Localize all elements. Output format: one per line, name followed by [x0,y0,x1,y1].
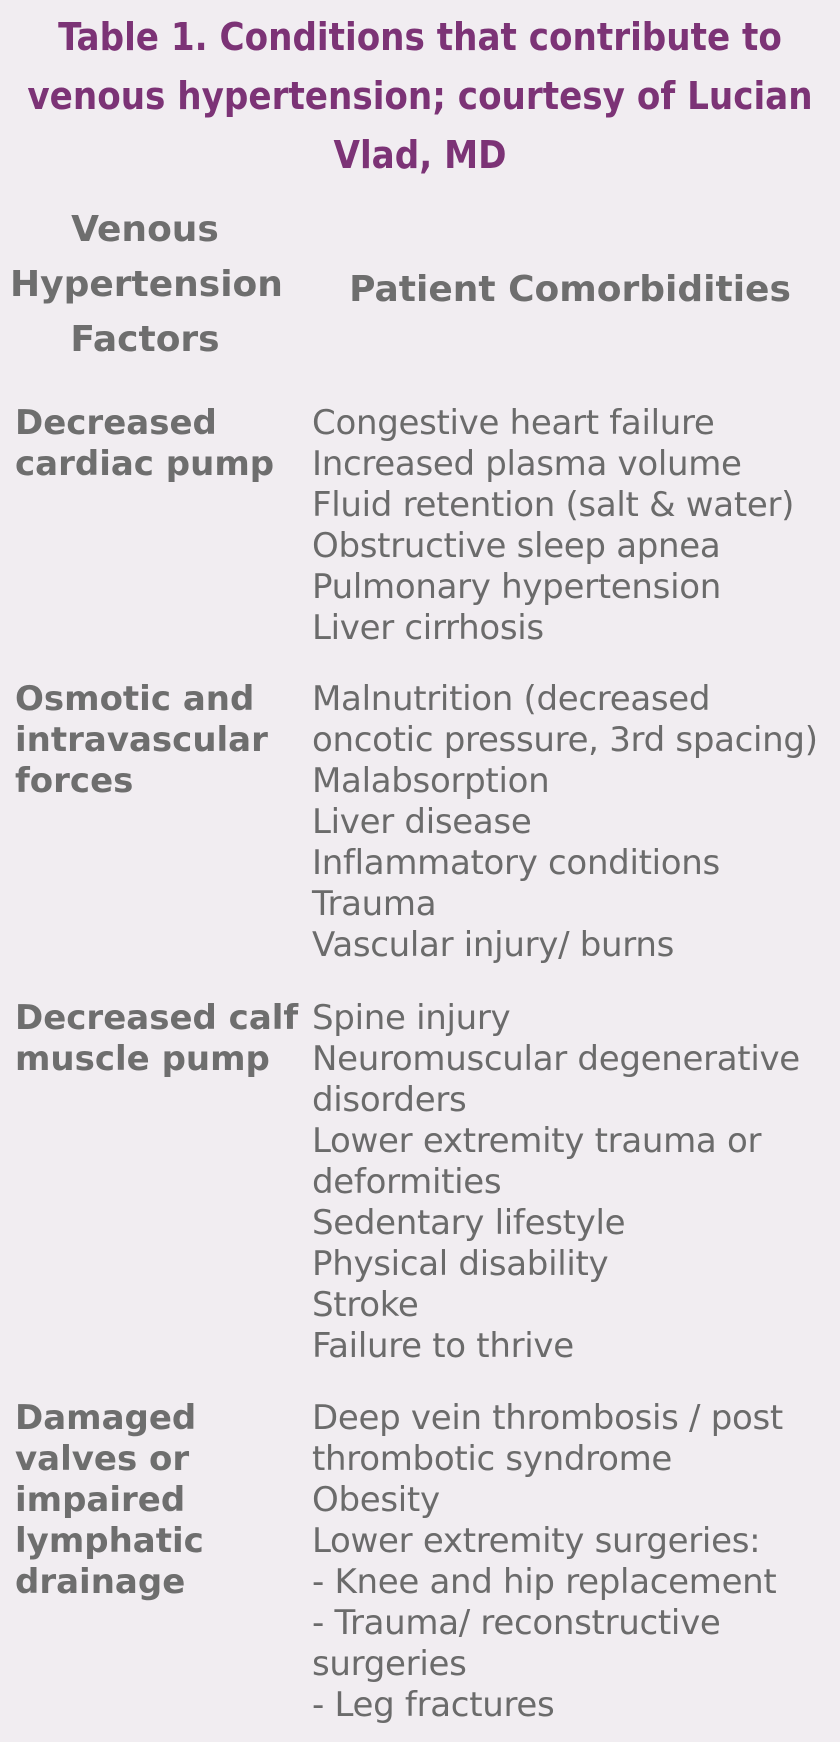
comorbidity-item: Obstructive sleep apnea [312,526,721,566]
column-header-comorbidities: Patient Comorbidities [349,269,791,310]
comorbidity-item: Pulmonary hypertension [312,567,721,607]
factor-cell [15,679,295,802]
factor-line: valves or [15,1439,190,1479]
comorbidity-item: Physical disability [312,1244,609,1284]
comorbidity-item: Trauma [312,884,437,924]
comorbidity-item: Failure to thrive [312,1326,574,1366]
comorbidities-cell [312,998,837,1367]
factor-line: cardiac pump [15,444,275,484]
comorbidity-item: disorders [312,1080,467,1120]
factor-line: Decreased [15,403,217,443]
header-line: Venous [71,209,219,250]
comorbidity-item: - Trauma/ reconstructive [312,1603,721,1643]
factor-line: forces [15,761,134,801]
factor-cell [15,998,299,1080]
title-line: venous hypertension; courtesy of Lucian [27,74,813,118]
factor-line: intravascular [15,720,268,760]
comorbidity-item: Spine injury [312,998,511,1038]
comorbidity-item: Neuromuscular degenerative [312,1039,800,1079]
factor-cell [15,403,295,485]
comorbidity-item: Inflammatory conditions [312,843,720,883]
factor-line: Damaged [15,1398,197,1438]
comorbidities-cell [312,1398,837,1726]
comorbidity-item: Lower extremity trauma or [312,1121,762,1161]
comorbidity-item: Obesity [312,1480,440,1520]
header-line: Hypertension [10,264,283,305]
factor-line: drainage [15,1562,186,1602]
comorbidity-item: Increased plasma volume [312,444,742,484]
comorbidity-item: Stroke [312,1285,419,1325]
factor-line: muscle pump [15,1039,270,1079]
comorbidity-item: Liver cirrhosis [312,608,544,648]
comorbidity-item: - Leg fractures [312,1685,555,1725]
factor-line: Decreased calf [15,998,299,1038]
comorbidity-item: Malnutrition (decreased [312,679,711,719]
comorbidity-item: - Knee and hip replacement [312,1562,777,1602]
comorbidity-item: Fluid retention (salt & water) [312,485,795,525]
comorbidity-item: Congestive heart failure [312,403,715,443]
comorbidities-cell [312,679,837,966]
comorbidity-item: Lower extremity surgeries: [312,1521,761,1561]
comorbidity-item: Malabsorption [312,761,550,801]
comorbidity-item: Vascular injury/ burns [312,925,675,965]
factor-line: lymphatic [15,1521,204,1561]
comorbidities-cell [312,403,837,649]
factor-line: Osmotic and [15,679,255,719]
factor-line: impaired [15,1480,186,1520]
comorbidity-item: Sedentary lifestyle [312,1203,626,1243]
title-line: Table 1. Conditions that contribute to [58,15,782,59]
comorbidity-item: deformities [312,1162,502,1202]
column-header-factors [10,202,283,367]
table-title [0,8,840,185]
comorbidity-item: Liver disease [312,802,532,842]
title-line: Vlad, MD [333,133,507,177]
header-line: Factors [70,319,220,360]
comorbidity-item: surgeries [312,1644,467,1684]
comorbidity-item: Deep vein thrombosis / post [312,1398,783,1438]
comorbidity-item: thrombotic syndrome [312,1439,673,1479]
comorbidity-item: oncotic pressure, 3rd spacing) [312,720,818,760]
factor-cell [15,1398,295,1603]
